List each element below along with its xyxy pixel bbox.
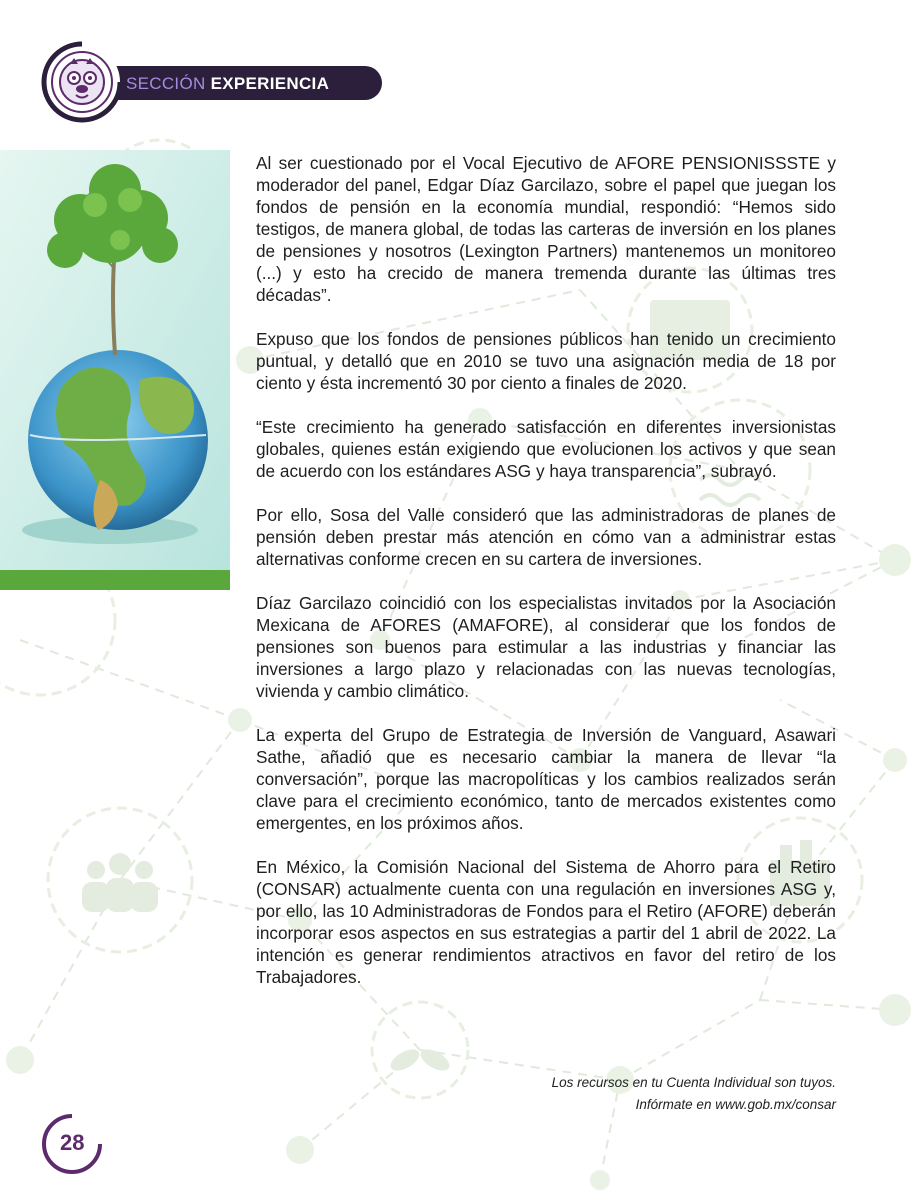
paragraph: Al ser cuestionado por el Vocal Ejecutivo de AFORE PENSIONISSSTE y moderador del panel, Edgar Díaz Garcilazo, sobre el papel que juegan los fondos de pensión en la economía mundial, respondió: “Hemos sido testigos, de manera global, de todas las carteras de inversión en los planes de pensiones y nosotros (Lexington Partners) mantenemos un monitoreo (...) y esto ha crecido de manera tremenda durante las últimas tres décadas”. — [256, 153, 836, 305]
paragraph: La experta del Grupo de Estrategia de Inversión de Vanguard, Asawari Sathe, añadió que es necesario cambiar la manera de llevar “la conversación”, porque las macropolíticas y los cambios realizados serán clave para el crecimiento económico, tanto de mercados existentes como emergentes, en los próximos años. — [256, 725, 836, 833]
tree-on-globe-image — [0, 150, 230, 590]
article-body — [256, 152, 836, 1010]
section-label-light: SECCIÓN — [126, 74, 206, 93]
footnote-line-2: Infórmate en www.gob.mx/consar — [635, 1097, 836, 1112]
mascot-face-icon — [40, 40, 124, 124]
section-label-bold: EXPERIENCIA — [210, 74, 330, 93]
paragraph: “Este crecimiento ha generado satisfacción en diferentes inversionistas globales, quienes están exigiendo que evolucionen los activos y que sean de acuerdo con los estándares ASG y haya transparencia”, subrayó. — [256, 417, 836, 481]
footnote-line-1: Los recursos en tu Cuenta Individual son tuyos. — [551, 1075, 836, 1090]
paragraph: En México, la Comisión Nacional del Sistema de Ahorro para el Retiro (CONSAR) actualmente cuenta con una regulación en inversiones ASG y, por ello, las 10 Administradoras de Fondos para el Retiro (AFORE) deberán incorporar esos aspectos en sus estrategias a partir del 1 abril de 2022. La intención es generar rendimientos atractivos en favor del retiro de los Trabajadores. — [256, 857, 836, 987]
section-label — [126, 74, 329, 94]
page-number: 28 — [60, 1130, 85, 1155]
paragraph: Díaz Garcilazo coincidió con los especialistas invitados por la Asociación Mexicana de AFORES (AMAFORE), al considerar que los fondos de pensiones son buenos para estimular a las industrias y financiar las inversiones a largo plazo y relacionadas con las nuevas tecnologías, vivienda y cambio climático. — [256, 593, 836, 701]
footnote — [552, 1072, 836, 1116]
paragraph: Por ello, Sosa del Valle consideró que las administradoras de planes de pensión deben prestar más atención en cómo van a administrar estas alternativas conforme crecen en su cartera de inversiones. — [256, 505, 836, 569]
paragraph: Expuso que los fondos de pensiones públicos han tenido un crecimiento puntual, y detalló que en 2010 se tuvo una asignación media de 18 por ciento y ésta incrementó 30 por ciento a finales de 2020. — [256, 329, 836, 393]
page-number-badge — [40, 1112, 104, 1176]
